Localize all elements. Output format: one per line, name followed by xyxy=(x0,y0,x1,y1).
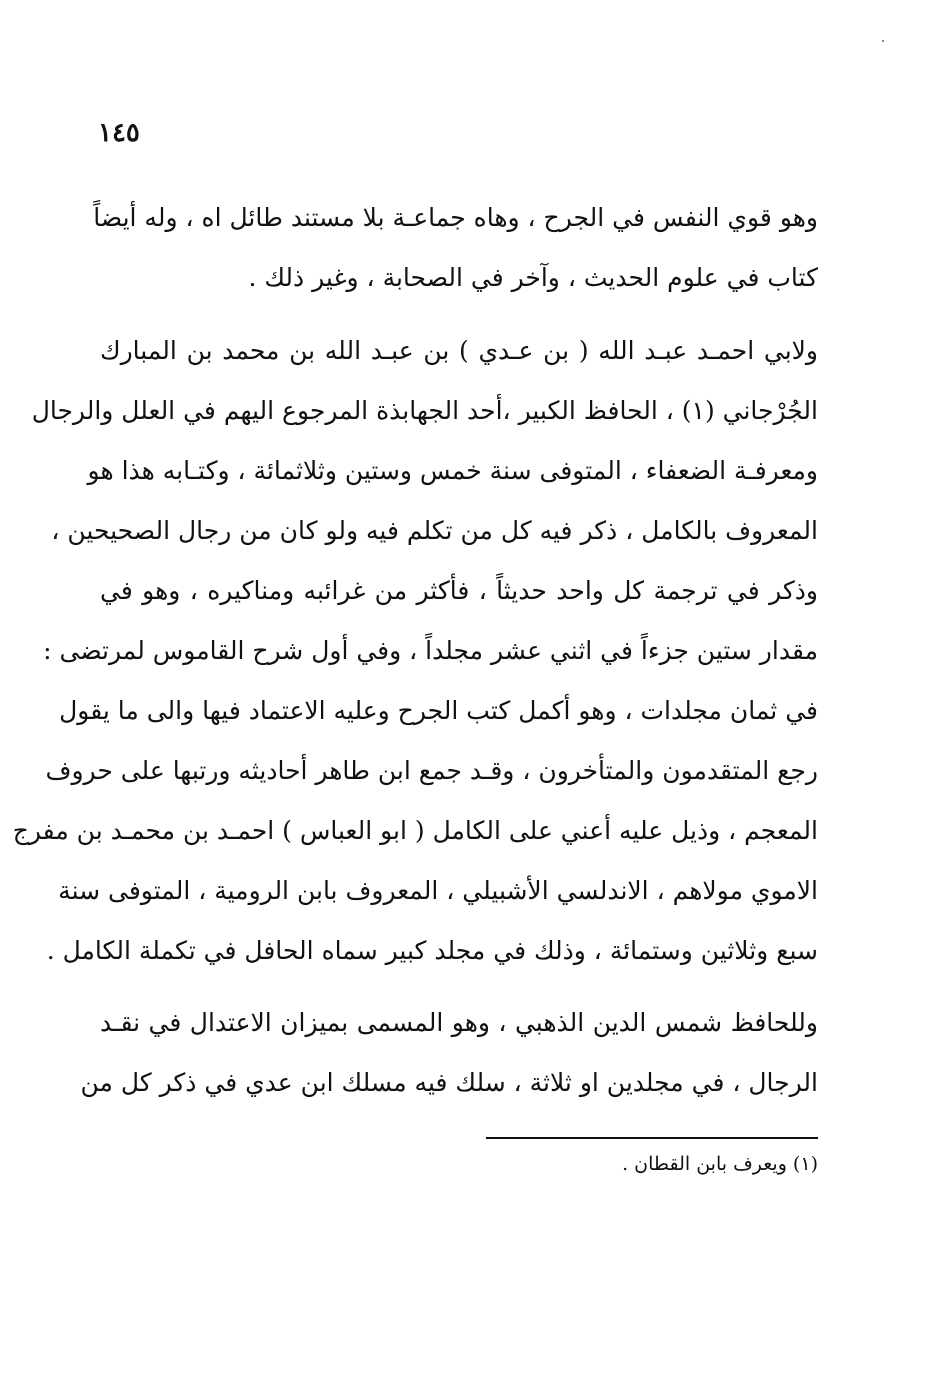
text-line: الرجال ، في مجلدين او ثلاثة ، سلك فيه مسلك ابن عدي في ذكر كل من xyxy=(80,1068,818,1097)
text-line: ولابي احمـد عبـد الله ( بن عـدي ) بن عبـد الله بن محمد بن المبارك xyxy=(100,336,818,365)
text-line: وذكر في ترجمة كل واحد حديثاً ، فأكثر من غرائبه ومناكيره ، وهو في xyxy=(100,576,818,605)
text-line: الجُرْجاني (١) ، الحافظ الكبير ،أحد الجهابذة المرجوع اليهم في العلل والرجال xyxy=(31,396,818,425)
footnote-separator xyxy=(486,1137,818,1139)
text-line: وللحافظ شمس الدين الذهبي ، وهو المسمى بميزان الاعتدال في نقـد xyxy=(100,1008,818,1037)
text-line: كتاب في علوم الحديث ، وآخر في الصحابة ، وغير ذلك . xyxy=(248,263,818,292)
text-line: رجع المتقدمون والمتأخرون ، وقـد جمع ابن طاهر أحاديثه ورتبها على حروف xyxy=(45,756,818,785)
footnote: (١) ويعرف بابن القطان . xyxy=(622,1153,818,1175)
text-line: المعروف بالكامل ، ذكر فيه كل من تكلم فيه ولو كان من رجال الصحيحين ، xyxy=(51,516,818,545)
text-line: الاموي مولاهم ، الاندلسي الأشبيلي ، المعروف بابن الرومية ، المتوفى سنة xyxy=(58,876,818,905)
text-line: المعجم ، وذيل عليه أعني على الكامل ( ابو العباس ) احمـد بن محمـد بن مفرج xyxy=(12,816,818,845)
text-line: سبع وثلاثين وستمائة ، وذلك في مجلد كبير سماه الحافل في تكملة الكامل . xyxy=(46,936,818,965)
text-line: في ثمان مجلدات ، وهو أكمل كتب الجرح وعليه الاعتماد فيها والى ما يقول xyxy=(59,696,818,725)
text-line: مقدار ستين جزءاً في اثني عشر مجلداً ، وفي أول شرح القاموس لمرتضى : xyxy=(43,636,818,665)
page-number: ١٤٥ xyxy=(98,118,140,148)
text-line: ومعرفـة الضعفاء ، المتوفى سنة خمس وستين وثلاثمائة ، وكتـابه هذا هو xyxy=(87,456,818,485)
text-line: وهو قوي النفس في الجرح ، وهاه جماعـة بلا مستند طائل اه ، وله أيضاً xyxy=(93,203,818,232)
margin-speck xyxy=(882,40,884,42)
